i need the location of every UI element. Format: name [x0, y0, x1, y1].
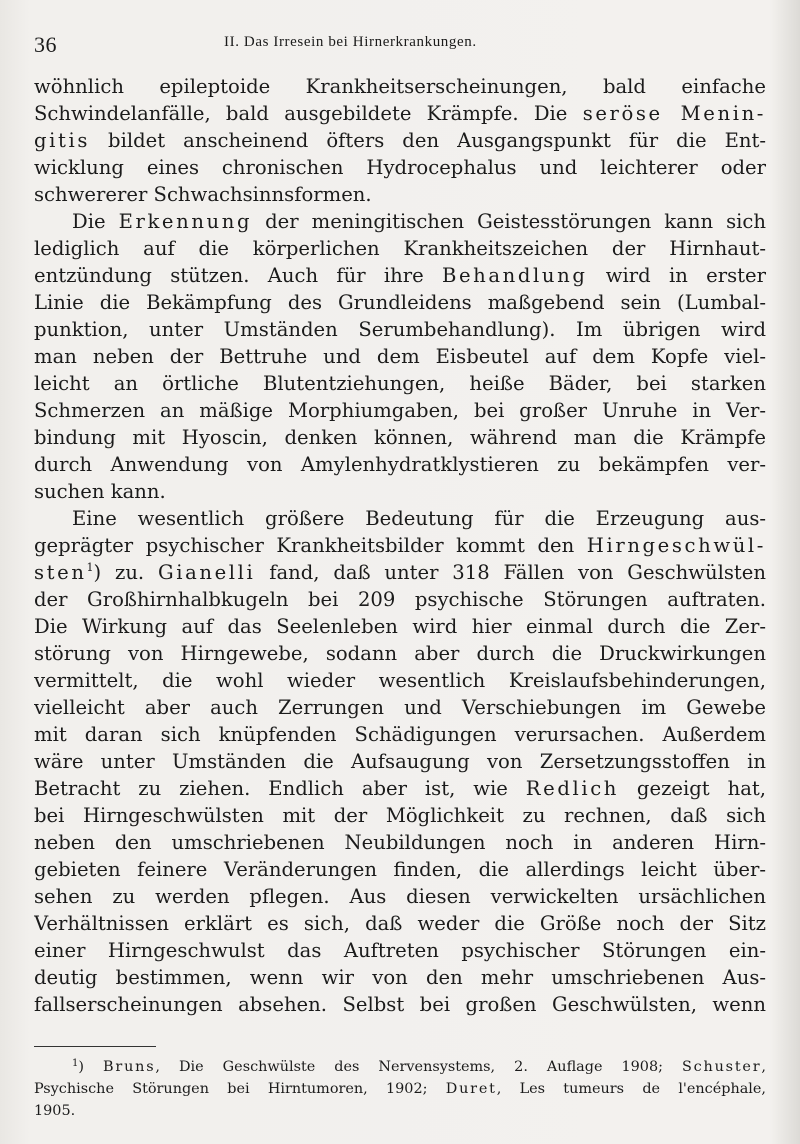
- text-line: Verhältnissen erklärt es sich, daß weder die Größe noch der Sitz: [34, 912, 766, 935]
- spaced-author: Schuster: [682, 1059, 762, 1075]
- spaced-term: Hirngeschwül-: [586, 534, 766, 557]
- text-line: Linie die Bekämpfung des Grundleidens maßgebend sein (Lumbal-: [34, 291, 766, 314]
- text-line: durch Anwendung von Amylenhydratklystieren zu bekämpfen ver-: [34, 453, 766, 476]
- text-line: einer Hirngeschwulst das Auftreten psychischer Störungen ein-: [34, 939, 766, 962]
- text-line: Betracht zu ziehen. Endlich aber ist, wie Redlich gezeigt hat,: [34, 777, 766, 800]
- text-line: bei Hirngeschwülsten mit der Möglichkeit zu rechnen, daß sich: [34, 804, 766, 827]
- text-line: Die Wirkung auf das Seelenleben wird hier einmal durch die Zer-: [34, 615, 766, 638]
- text-line: man neben der Bettruhe und dem Eisbeutel auf dem Kopfe viel-: [34, 345, 766, 368]
- page-number: 36: [34, 32, 57, 57]
- text-line: sehen zu werden pflegen. Aus diesen verwickelten ursächlichen: [34, 885, 766, 908]
- text-line: lediglich auf die körperlichen Krankheitszeichen der Hirnhaut-: [34, 237, 766, 260]
- text-line: gebieten feinere Veränderungen finden, die allerdings leicht über-: [34, 858, 766, 881]
- text-line: sten$^1$) zu. Gianelli fand, daß unter 318 Fällen von Geschwülsten: [34, 561, 766, 584]
- footnote-number: 1: [72, 1058, 79, 1069]
- spaced-term: Redlich: [525, 777, 620, 800]
- footnote-line: $^1$) Bruns, Die Geschwülste des Nervensystems, 2. Auflage 1908; Schuster,: [72, 1058, 766, 1075]
- text-line: suchen kann.: [34, 480, 166, 503]
- text-line: entzündung stützen. Auch für ihre Behandlung wird in erster: [34, 264, 766, 287]
- spaced-term: seröse Menin-: [582, 102, 766, 125]
- text-line: wöhnlich epileptoide Krankheitserscheinungen, bald einfache: [34, 75, 766, 98]
- text-line: wicklung eines chronischen Hydrocephalus und leichterer oder: [34, 156, 766, 179]
- spaced-term: Behandlung: [441, 264, 588, 287]
- footnote-line: 1905.: [34, 1103, 76, 1119]
- text-line: fallserscheinungen absehen. Selbst bei großen Geschwülsten, wenn: [34, 993, 766, 1016]
- footnote-line: Psychische Störungen bei Hirntumoren, 1902; Duret, Les tumeurs de l'encéphale,: [34, 1081, 766, 1097]
- spaced-term: gitis: [34, 129, 91, 152]
- text-line: Schmerzen an mäßige Morphiumgaben, bei großer Unruhe in Ver-: [34, 399, 766, 422]
- text-line: leicht an örtliche Blutentziehungen, heiße Bäder, bei starken: [34, 372, 766, 395]
- text-line: gitis bildet anscheinend öfters den Ausgangspunkt für die Ent-: [34, 129, 766, 152]
- spaced-term: Erkennung: [118, 210, 253, 233]
- body-text: [34, 73, 766, 1018]
- running-head: II. Das Irresein bei Hirnerkrankungen.: [224, 34, 477, 50]
- footnote-rule: [34, 1046, 156, 1047]
- text-line: der Großhirnhalbkugeln bei 209 psychische Störungen auftraten.: [34, 588, 766, 611]
- text-line: Eine wesentlich größere Bedeutung für die Erzeugung aus-: [72, 507, 766, 530]
- text-line: bindung mit Hyoscin, denken können, während man die Krämpfe: [34, 426, 766, 449]
- text-line: störung von Hirngewebe, sodann aber durch die Druckwirkungen: [34, 642, 766, 665]
- text-line: geprägter psychischer Krankheitsbilder kommt den Hirngeschwül-: [34, 534, 766, 557]
- spaced-author: Bruns: [103, 1059, 156, 1075]
- text-line: Schwindelanfälle, bald ausgebildete Krämpfe. Die seröse Menin-: [34, 102, 766, 125]
- text-line: vielleicht aber auch Zerrungen und Verschiebungen im Gewebe: [34, 696, 766, 719]
- text-line: wäre unter Umständen die Aufsaugung von Zersetzungsstoffen in: [34, 750, 766, 773]
- spaced-term: Gianelli: [157, 561, 256, 584]
- text-line: deutig bestimmen, wenn wir von den mehr umschriebenen Aus-: [34, 966, 766, 989]
- text-line: vermittelt, die wohl wieder wesentlich Kreislaufsbehinderungen,: [34, 669, 766, 692]
- spaced-author: Duret: [445, 1081, 497, 1097]
- text-line: neben den umschriebenen Neubildungen noch in anderen Hirn-: [34, 831, 766, 854]
- footnote-marker: 1: [86, 561, 94, 574]
- footnotes: [34, 1056, 766, 1122]
- spaced-term: sten: [34, 561, 87, 584]
- text-line: schwererer Schwachsinnsformen.: [34, 183, 372, 206]
- page-header: [34, 30, 766, 60]
- text-line: Die Erkennung der meningitischen Geistesstörungen kann sich: [72, 210, 766, 233]
- text-line: mit daran sich knüpfenden Schädigungen verursachen. Außerdem: [34, 723, 766, 746]
- text-line: punktion, unter Umständen Serumbehandlung). Im übrigen wird: [34, 318, 766, 341]
